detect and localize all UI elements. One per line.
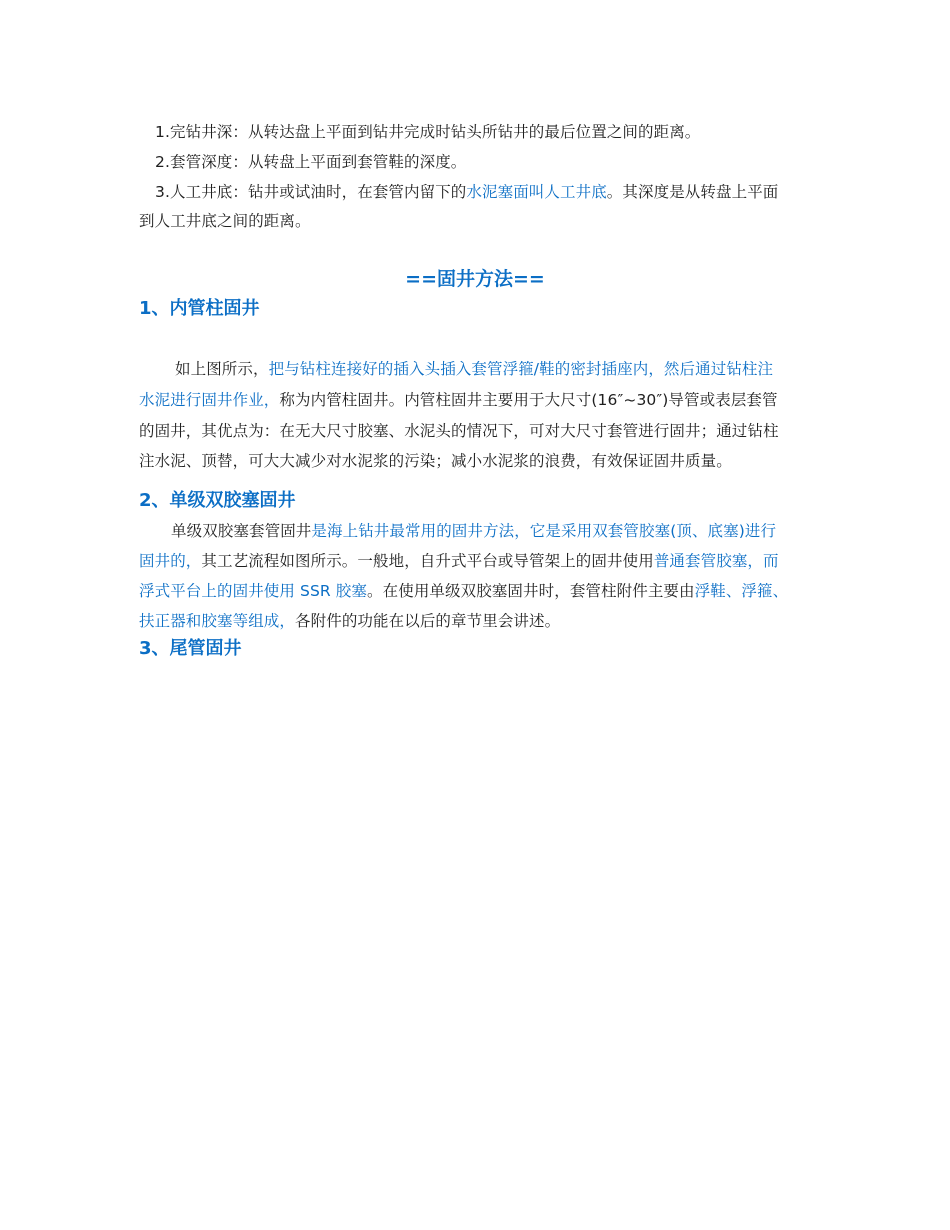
paragraph-line <box>139 390 778 410</box>
paragraph-line <box>139 451 732 471</box>
definition-text: 2.套管深度：从转盘上平面到套管鞋的深度。 <box>155 153 467 171</box>
definition-text: 到人工井底之间的距离。 <box>139 212 311 230</box>
definition-item-1 <box>155 122 700 142</box>
body-text: 称为内管柱固井。内管柱固井主要用于大尺寸(16″~30″)导管或表层套管 <box>279 391 778 409</box>
highlighted-text: 是海上钻井最常用的固井方法，它是采用双套管胶塞(顶、底塞)进行 <box>311 522 777 540</box>
highlighted-text: 普通套管胶塞，而 <box>653 552 779 570</box>
highlighted-text: 水泥进行固井作业， <box>139 391 280 409</box>
heading-liner-cementing: 3、尾管固井 <box>139 638 242 659</box>
highlighted-text: 扶正器和胶塞等组成， <box>139 612 296 630</box>
definition-text: 1.完钻井深：从转达盘上平面到钻井完成时钻头所钻井的最后位置之间的距离。 <box>155 123 701 141</box>
body-text: 各附件的功能在以后的章节里会讲述。 <box>295 612 561 630</box>
paragraph-line <box>139 551 779 571</box>
highlighted-text: 水泥塞面叫人工井底 <box>466 183 607 201</box>
highlighted-text: 固井的， <box>139 552 202 570</box>
section-title: ==固井方法== <box>405 268 545 290</box>
body-text: 注水泥、顶替，可大大减少对水泥浆的污染；减小水泥浆的浪费，有效保证固井质量。 <box>139 452 732 470</box>
paragraph-line <box>175 359 773 379</box>
paragraph-line <box>139 581 788 601</box>
heading-single-stage-double-plug: 2、单级双胶塞固井 <box>139 490 296 511</box>
highlighted-text: 把与钻柱连接好的插入头插入套管浮箍/鞋的密封插座内，然后通过钻柱注 <box>268 360 774 378</box>
highlighted-text: 浮鞋、浮箍、 <box>694 582 789 600</box>
definition-item-2 <box>155 152 466 172</box>
body-text: 单级双胶塞套管固井 <box>171 522 312 540</box>
definition-item-3-continued <box>139 211 311 231</box>
heading-inner-string-cementing: 1、内管柱固井 <box>139 298 260 319</box>
body-text: 的固井，其优点为：在无大尺寸胶塞、水泥头的情况下，可对大尺寸套管进行固井；通过钻柱 <box>139 422 779 440</box>
paragraph-line <box>139 611 560 631</box>
paragraph-line <box>139 421 779 441</box>
highlighted-text: 浮式平台上的固井使用 SSR 胶塞 <box>139 582 368 600</box>
definition-item-3 <box>155 182 778 202</box>
paragraph-line <box>171 521 776 541</box>
definition-text: 。其深度是从转盘上平面 <box>606 183 779 201</box>
body-text: 如上图所示， <box>175 360 269 378</box>
definition-text: 3.人工井底：钻井或试油时，在套管内留下的 <box>155 183 467 201</box>
body-text: 。在使用单级双胶塞固井时，套管柱附件主要由 <box>367 582 695 600</box>
body-text: 其工艺流程如图所示。一般地，自升式平台或导管架上的固井使用 <box>201 552 654 570</box>
